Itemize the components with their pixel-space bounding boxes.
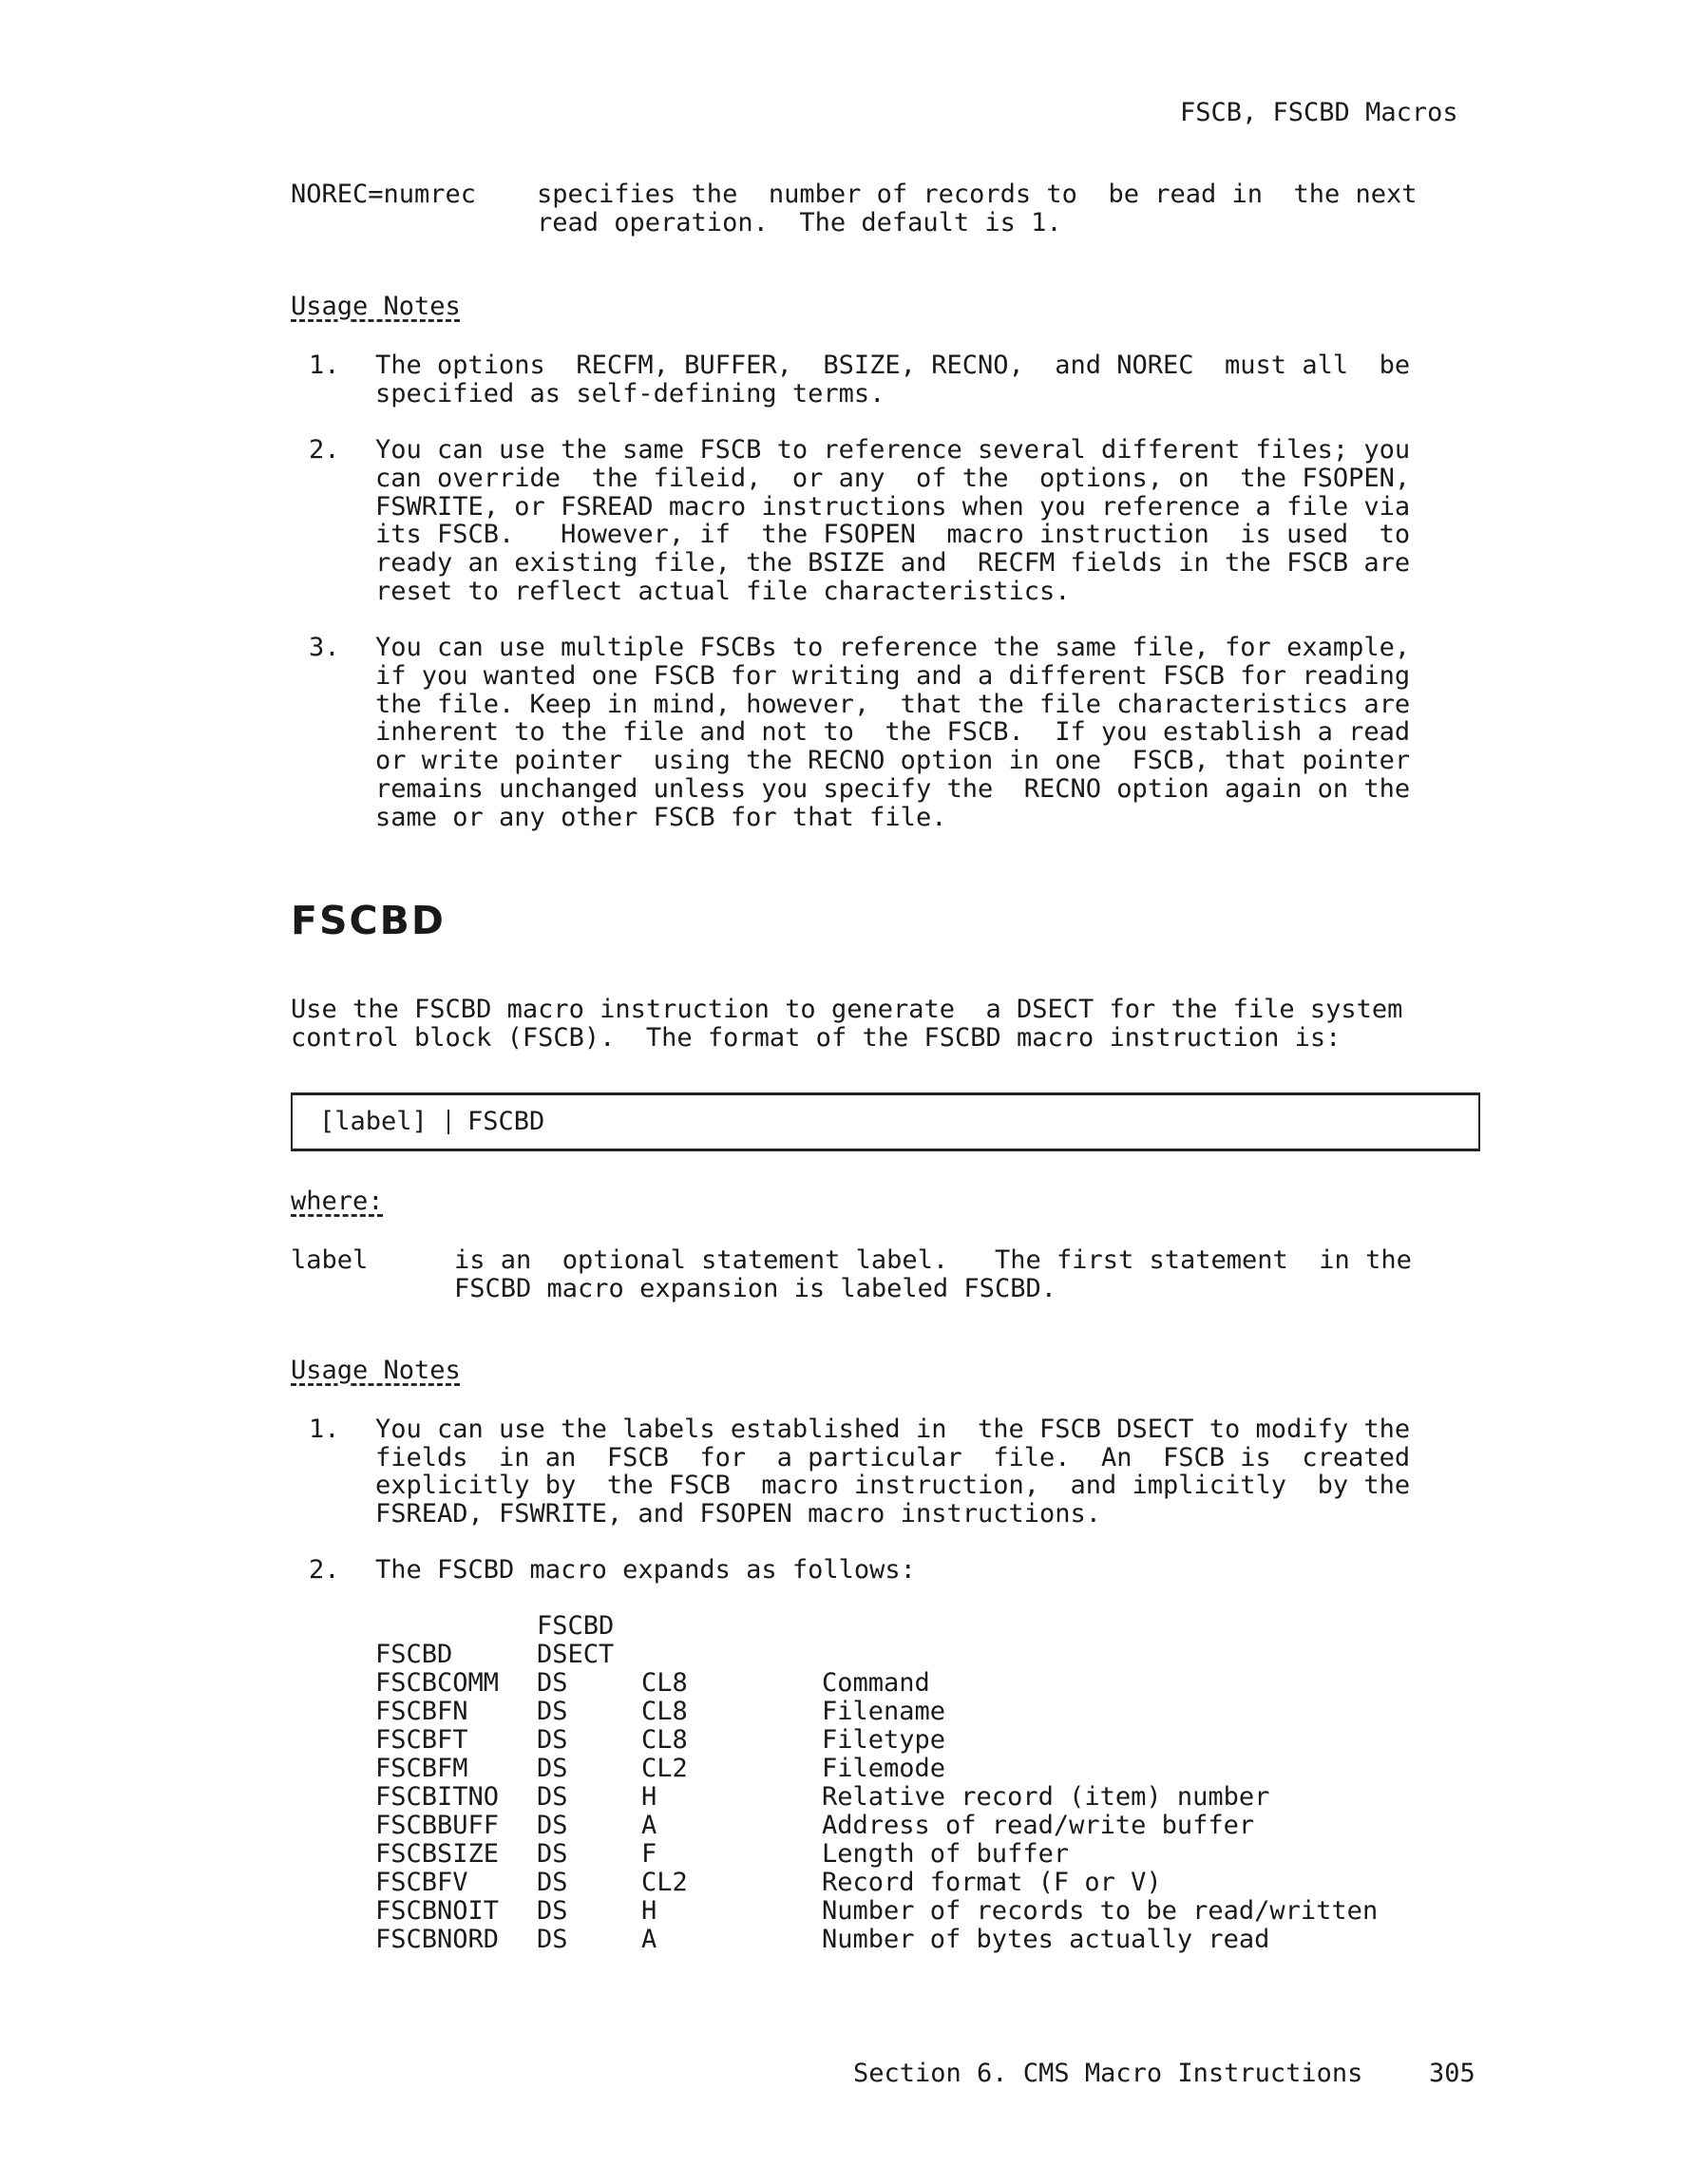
parameter-term-norec: NOREC=numrec [291, 180, 477, 209]
expansion-operand: H [641, 1782, 657, 1812]
expansion-operand: CL2 [641, 1754, 688, 1783]
expansion-op: DS [537, 1697, 568, 1726]
list-item-line: reset to reflect actual file characteristics. [375, 577, 1071, 606]
expansion-row [375, 1812, 1482, 1840]
expansion-op: DS [537, 1725, 568, 1755]
footer-section-title: Section 6. CMS Macro Instructions [853, 2059, 1363, 2088]
expansion-comment: Filename [822, 1697, 946, 1726]
expansion-comment: Relative record (item) number [822, 1782, 1270, 1812]
list-number: 1. [309, 351, 340, 380]
expansion-row [375, 1840, 1482, 1869]
expansion-op: DS [537, 1925, 568, 1954]
expansion-op: DS [537, 1754, 568, 1783]
expansion-operand: CL8 [641, 1725, 688, 1755]
expansion-op: DS [537, 1896, 568, 1926]
expansion-label: FSCBNOIT [375, 1896, 500, 1926]
expansion-row [375, 1755, 1482, 1783]
expansion-comment: Length of buffer [822, 1839, 1070, 1869]
list-item-line: You can use multiple FSCBs to reference the same file, for example, [375, 633, 1411, 662]
expansion-op: DS [537, 1811, 568, 1840]
expansion-label: FSCBSIZE [375, 1839, 500, 1869]
expansion-row [375, 1641, 1482, 1669]
expansion-label: FSCBBUFF [375, 1811, 500, 1840]
list-item-line: You can use the labels established in the FSCB DSECT to modify the [375, 1415, 1411, 1444]
expansion-comment: Filetype [822, 1725, 946, 1755]
usage-notes-heading: Usage Notes [291, 1356, 461, 1385]
operand-term-label: label [291, 1245, 369, 1275]
parameter-desc-line: read operation. The default is 1. [537, 208, 1062, 237]
list-item-line: FSWRITE, or FSREAD macro instructions when you reference a file via [375, 492, 1411, 522]
expansion-operand: CL8 [641, 1697, 688, 1726]
expansion-label: FSCBITNO [375, 1782, 500, 1812]
list-number: 1. [309, 1415, 340, 1444]
expansion-comment: Number of bytes actually read [822, 1925, 1270, 1954]
expansion-op: DS [537, 1782, 568, 1812]
list-item-line: fields in an FSCB for a particular file. An FSCB is created [375, 1443, 1411, 1472]
expansion-label: FSCBFM [375, 1754, 468, 1783]
expansion-row [375, 1698, 1482, 1726]
expansion-label: FSCBNORD [375, 1925, 500, 1954]
expansion-label: FSCBCOMM [375, 1668, 500, 1698]
list-item-line: its FSCB. However, if the FSOPEN macro instruction is used to [375, 520, 1411, 549]
expansion-op: DSECT [537, 1640, 615, 1669]
intro-line: Use the FSCBD macro instruction to generate a DSECT for the file system [291, 995, 1403, 1024]
expansion-op: DS [537, 1868, 568, 1897]
list-item-line: explicitly by the FSCB macro instruction, and implicitly by the [375, 1471, 1411, 1500]
list-item-line: FSREAD, FSWRITE, and FSOPEN macro instructions. [375, 1499, 1102, 1529]
list-item-line: if you wanted one FSCB for writing and a different FSCB for reading [375, 661, 1411, 691]
expansion-row [375, 1897, 1482, 1926]
macro-format-box [291, 1092, 1480, 1151]
parameter-desc-line: specifies the number of records to be read in the next [537, 180, 1418, 209]
list-item-line: or write pointer using the RECNO option in one FSCB, that pointer [375, 746, 1411, 775]
where-label: where: [291, 1187, 384, 1216]
expansion-operand: A [641, 1925, 657, 1954]
expansion-comment: Filemode [822, 1754, 946, 1783]
list-item-line: ready an existing file, the BSIZE and RECFM fields in the FSCB are [375, 548, 1411, 578]
list-item-line: You can use the same FSCB to reference several different files; you [375, 435, 1411, 465]
list-item-line: same or any other FSCB for that file. [375, 803, 947, 832]
expansion-operand: H [641, 1896, 657, 1926]
expansion-row [375, 1669, 1482, 1698]
operand-desc-line: is an optional statement label. The first statement in the [454, 1245, 1412, 1275]
format-label: [label] [319, 1107, 428, 1136]
expansion-row [375, 1726, 1482, 1755]
list-item-line: the file. Keep in mind, however, that the file characteristics are [375, 690, 1411, 719]
expansion-operand: F [641, 1839, 657, 1869]
operand-desc-line: FSCBD macro expansion is labeled FSCBD. [454, 1274, 1056, 1303]
list-item-line: remains unchanged unless you specify the RECNO option again on the [375, 774, 1411, 804]
running-header: FSCB, FSCBD Macros [1180, 98, 1458, 127]
expansion-label: FSCBD [375, 1640, 453, 1669]
expansion-label: FSCBFN [375, 1697, 468, 1726]
list-item-line: inherent to the file and not to the FSCB. If you establish a read [375, 717, 1411, 747]
expansion-op: DS [537, 1668, 568, 1698]
expansion-operand: CL2 [641, 1868, 688, 1897]
format-macro: FSCBD [467, 1107, 545, 1136]
intro-line: control block (FSCB). The format of the FSCBD macro instruction is: [291, 1023, 1342, 1053]
expansion-row [375, 1926, 1482, 1954]
expansion-comment: Address of read/write buffer [822, 1811, 1255, 1840]
list-number: 2. [309, 435, 340, 465]
list-item-line: The FSCBD macro expands as follows: [375, 1555, 916, 1585]
expansion-row [375, 1783, 1482, 1812]
page-number: 305 [1429, 2059, 1475, 2088]
expansion-op: DS [537, 1839, 568, 1869]
list-number: 3. [309, 633, 340, 662]
list-item-line: can override the fileid, or any of the options, on the FSOPEN, [375, 464, 1411, 493]
expansion-operand: A [641, 1811, 657, 1840]
list-item-line: specified as self-defining terms. [375, 379, 885, 408]
section-heading: FSCBD [291, 898, 446, 943]
format-separator [447, 1110, 449, 1134]
list-number: 2. [309, 1555, 340, 1585]
expansion-operand: CL8 [641, 1668, 688, 1698]
expansion-label: FSCBFT [375, 1725, 468, 1755]
usage-notes-heading: Usage Notes [291, 292, 461, 321]
expansion-op: FSCBD [537, 1611, 615, 1641]
expansion-comment: Record format (F or V) [822, 1868, 1162, 1897]
expansion-label: FSCBFV [375, 1868, 468, 1897]
expansion-row [375, 1612, 1482, 1641]
expansion-comment: Number of records to be read/written [822, 1896, 1379, 1926]
expansion-comment: Command [822, 1668, 930, 1698]
list-item-line: The options RECFM, BUFFER, BSIZE, RECNO, and NOREC must all be [375, 351, 1411, 380]
expansion-row [375, 1869, 1482, 1897]
